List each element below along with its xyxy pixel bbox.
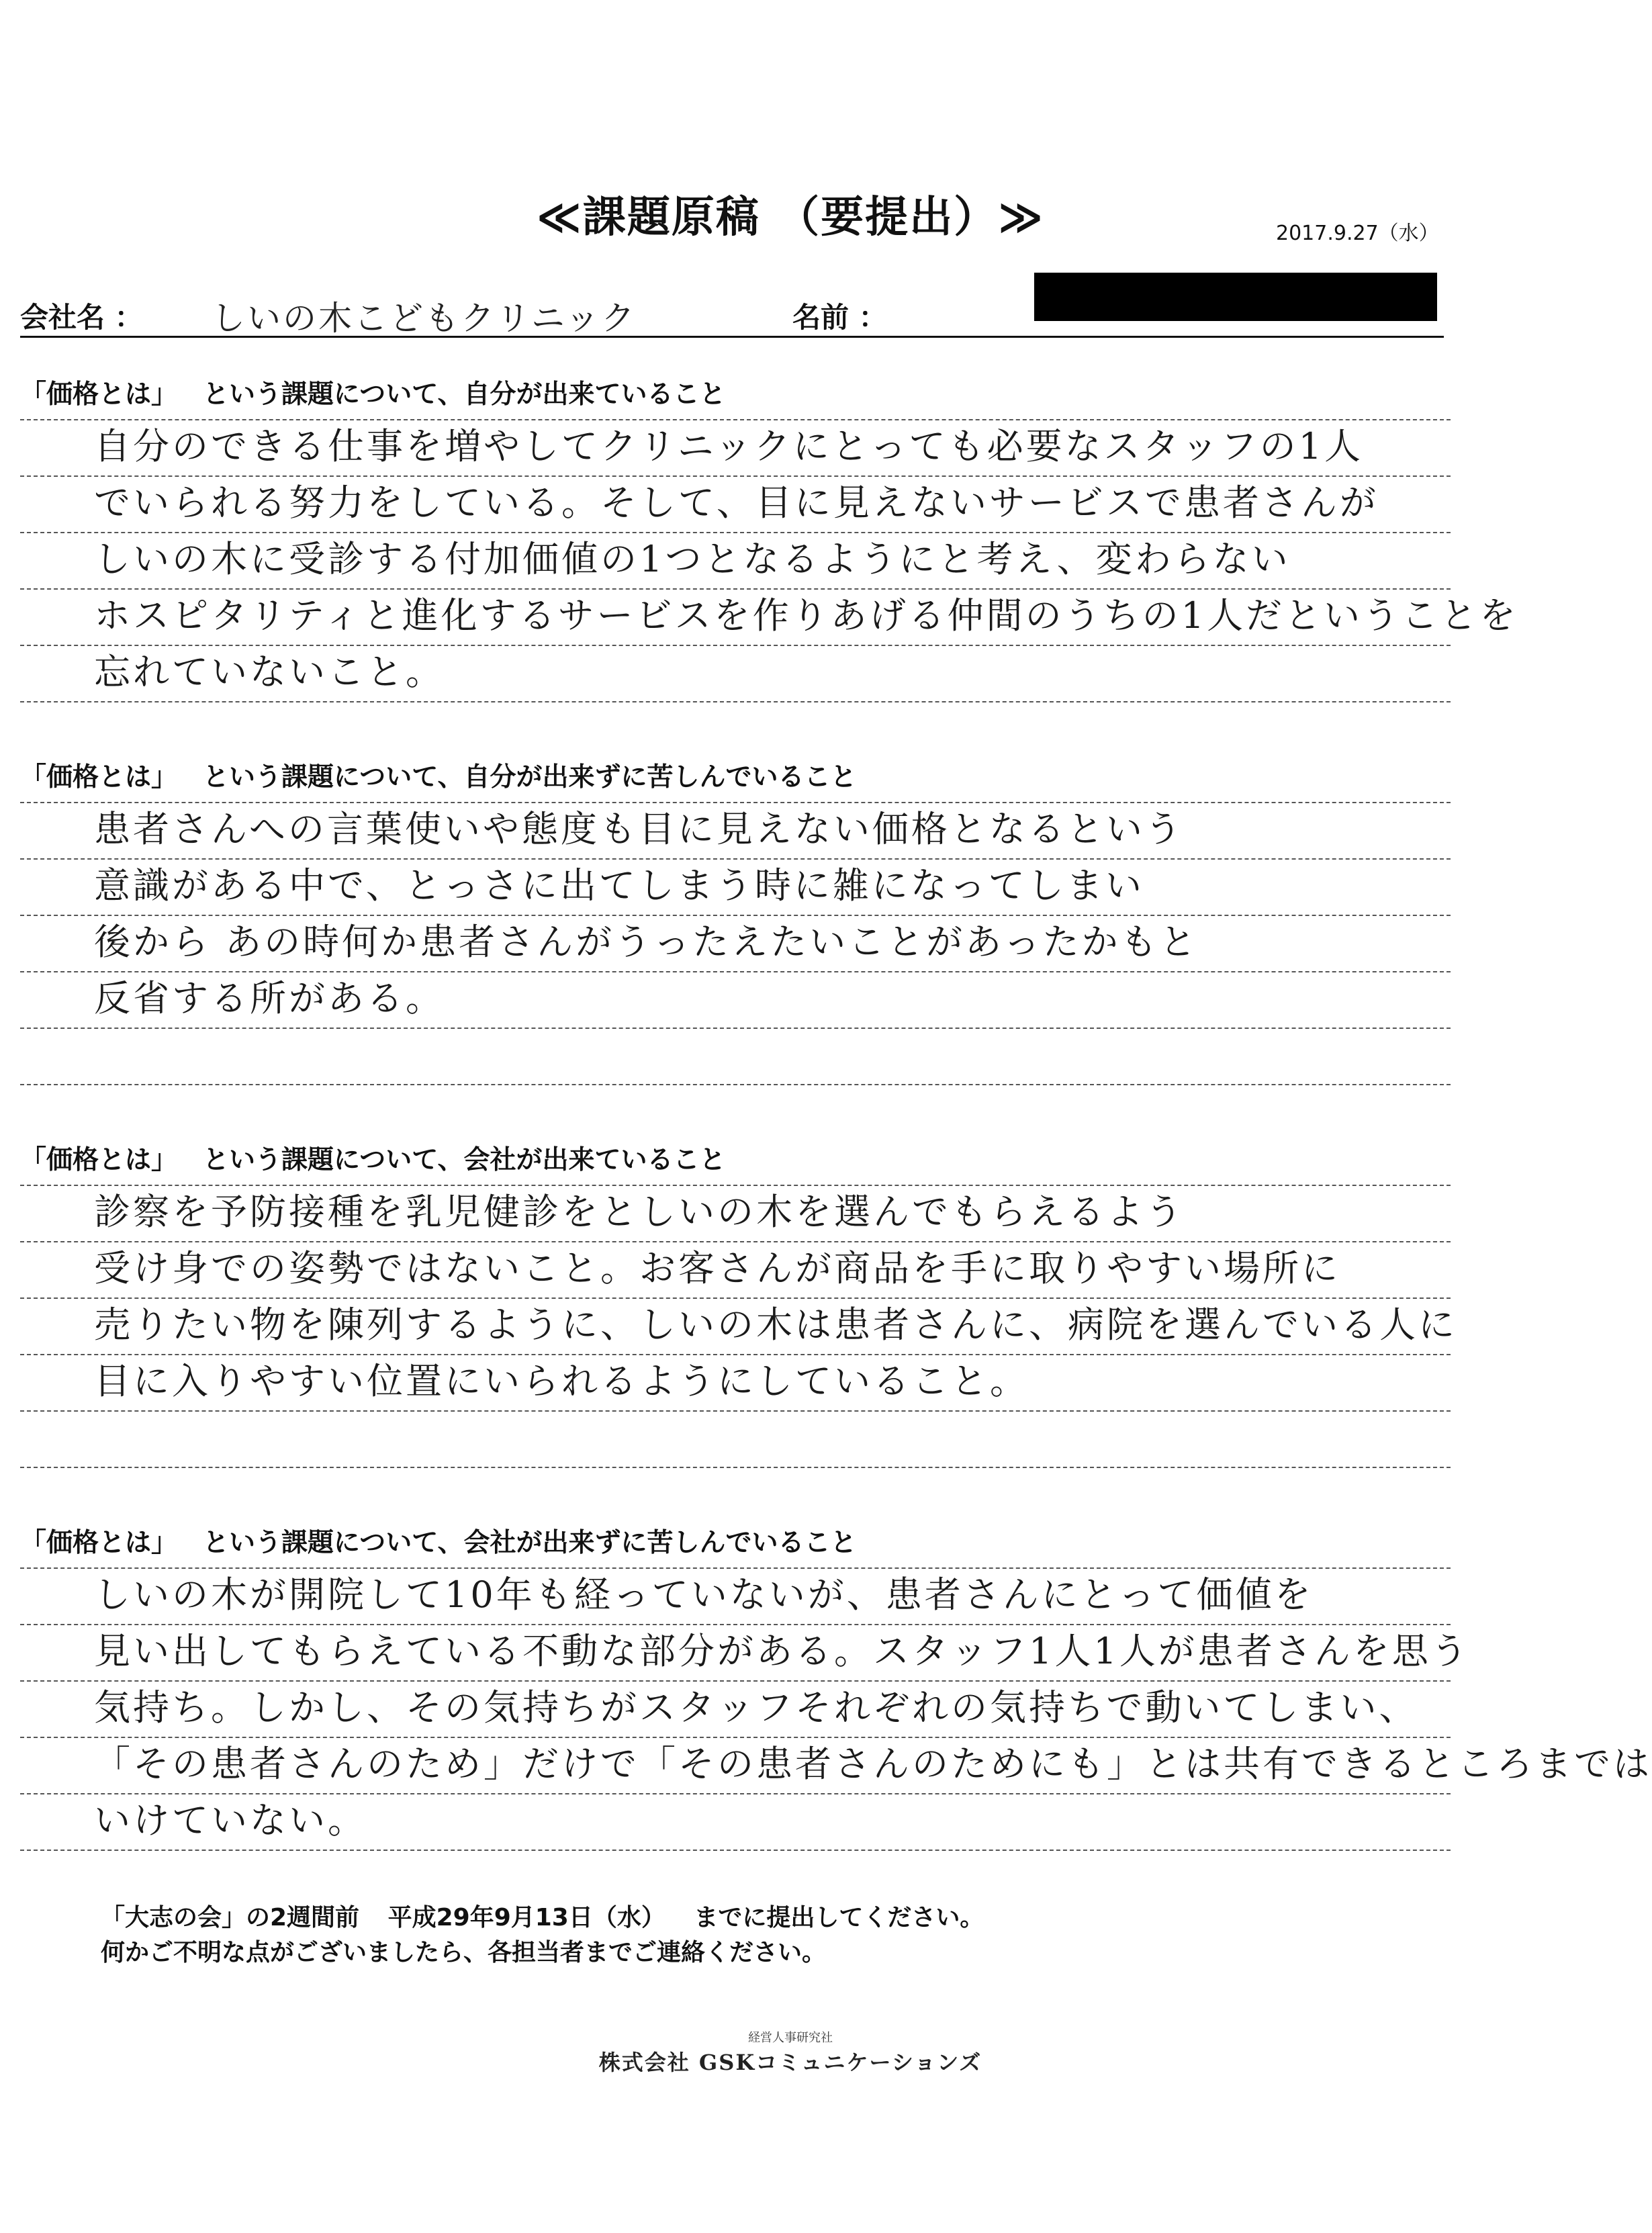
heading-text: という課題について、会社が出来ていること (203, 1145, 726, 1175)
heading-text: という課題について、会社が出来ずに苦しんでいること (203, 1528, 857, 1558)
deadline-date: 平成29年9月13日（水） (387, 1904, 666, 1931)
answer-line: 売りたい物を陳列するように、しいの木は患者さんに、病院を選んでいる人に (20, 1299, 1451, 1355)
answer-line: でいられる努力をしている。そして、目に見えないサービスで患者さんが (20, 477, 1451, 533)
answer-line: 気持ち。しかし、その気持ちがスタッフそれぞれの気持ちで動いてしまい、 (20, 1682, 1451, 1738)
deadline-instruction: までに提出してください。 (694, 1904, 984, 1931)
heading-text: という課題について、自分が出来ずに苦しんでいること (203, 762, 857, 792)
section-company-struggle (20, 1524, 1652, 1851)
answer-line: 見い出してもらえている不動な部分がある。スタッフ1人1人が患者さんを思う (20, 1625, 1451, 1682)
organization-name: 株式会社 GSKコミュニケーションズ (598, 2050, 982, 2075)
answer-line: 患者さんへの言葉使いや態度も目に見えない価格となるという (20, 803, 1451, 860)
answer-line: しいの木に受診する付加価値の1つとなるようにと考え、変わらない (20, 533, 1451, 590)
answer-lines (20, 419, 1518, 702)
document-title: ≪課題原稿 （要提出）≫ (536, 193, 1045, 242)
section-self-done (20, 376, 1518, 702)
answer-line: 意識がある中で、とっさに出てしまう時に雑になってしまい (20, 860, 1451, 916)
company-label: 会社名 ： (20, 301, 143, 334)
answer-line: 後から あの時何か患者さんがうったえたいことがあったかもと (20, 916, 1451, 972)
heading-keyword: 「価格とは」 (20, 1145, 178, 1175)
heading-keyword: 「価格とは」 (20, 1528, 178, 1558)
answer-line: しいの木が開院して10年も経っていないが、患者さんにとって価値を (20, 1569, 1451, 1625)
answer-lines (20, 802, 1451, 1085)
header-row (20, 289, 1444, 336)
company-value: しいの木こどもクリニック (212, 299, 637, 338)
answer-line (20, 1412, 1451, 1468)
name-redaction (1034, 273, 1437, 321)
heading-keyword: 「価格とは」 (20, 379, 178, 410)
deadline-event: 「大志の会」の2週間前 (101, 1904, 360, 1931)
answer-line: 診察を予防接種を乳児健診をとしいの木を選んでもらえるよう (20, 1186, 1451, 1242)
submission-note (101, 1901, 1004, 1970)
organization-logo (0, 2028, 1581, 2077)
answer-lines (20, 1185, 1457, 1468)
section-self-struggle (20, 759, 1451, 1085)
section-company-done (20, 1142, 1457, 1468)
name-label: 名前 ： (792, 301, 887, 334)
header-divider (20, 336, 1444, 338)
answer-line: いけていない。 (20, 1794, 1451, 1851)
contact-note: 何かご不明な点がございましたら、各担当者までご連絡ください。 (101, 1939, 827, 1966)
answer-line: 反省する所がある。 (20, 972, 1451, 1029)
answer-line: 受け身での姿勢ではないこと。お客さんが商品を手に取りやすい場所に (20, 1242, 1451, 1299)
answer-line: 「その患者さんのため」だけで「その患者さんのためにも」とは共有できるところまでは (20, 1738, 1451, 1794)
answer-line: 自分のできる仕事を増やしてクリニックにとっても必要なスタッフの1人 (20, 420, 1451, 477)
organization-sub: 経営人事研究社 (748, 2031, 833, 2045)
section-heading (20, 376, 1451, 414)
deadline-row (101, 1901, 1004, 1935)
document-date: 2017.9.27（水） (1276, 222, 1439, 245)
answer-line: 忘れていないこと。 (20, 646, 1451, 702)
section-heading (20, 1524, 1451, 1562)
section-heading (20, 759, 1451, 796)
answer-line: ホスピタリティと進化するサービスを作りあげる仲間のうちの1人だということを (20, 590, 1451, 646)
section-heading (20, 1142, 1451, 1179)
answer-lines (20, 1567, 1652, 1851)
answer-line (20, 1029, 1451, 1085)
answer-line: 目に入りやすい位置にいられるようにしていること。 (20, 1355, 1451, 1412)
heading-keyword: 「価格とは」 (20, 762, 178, 792)
heading-text: という課題について、自分が出来ていること (203, 379, 726, 410)
